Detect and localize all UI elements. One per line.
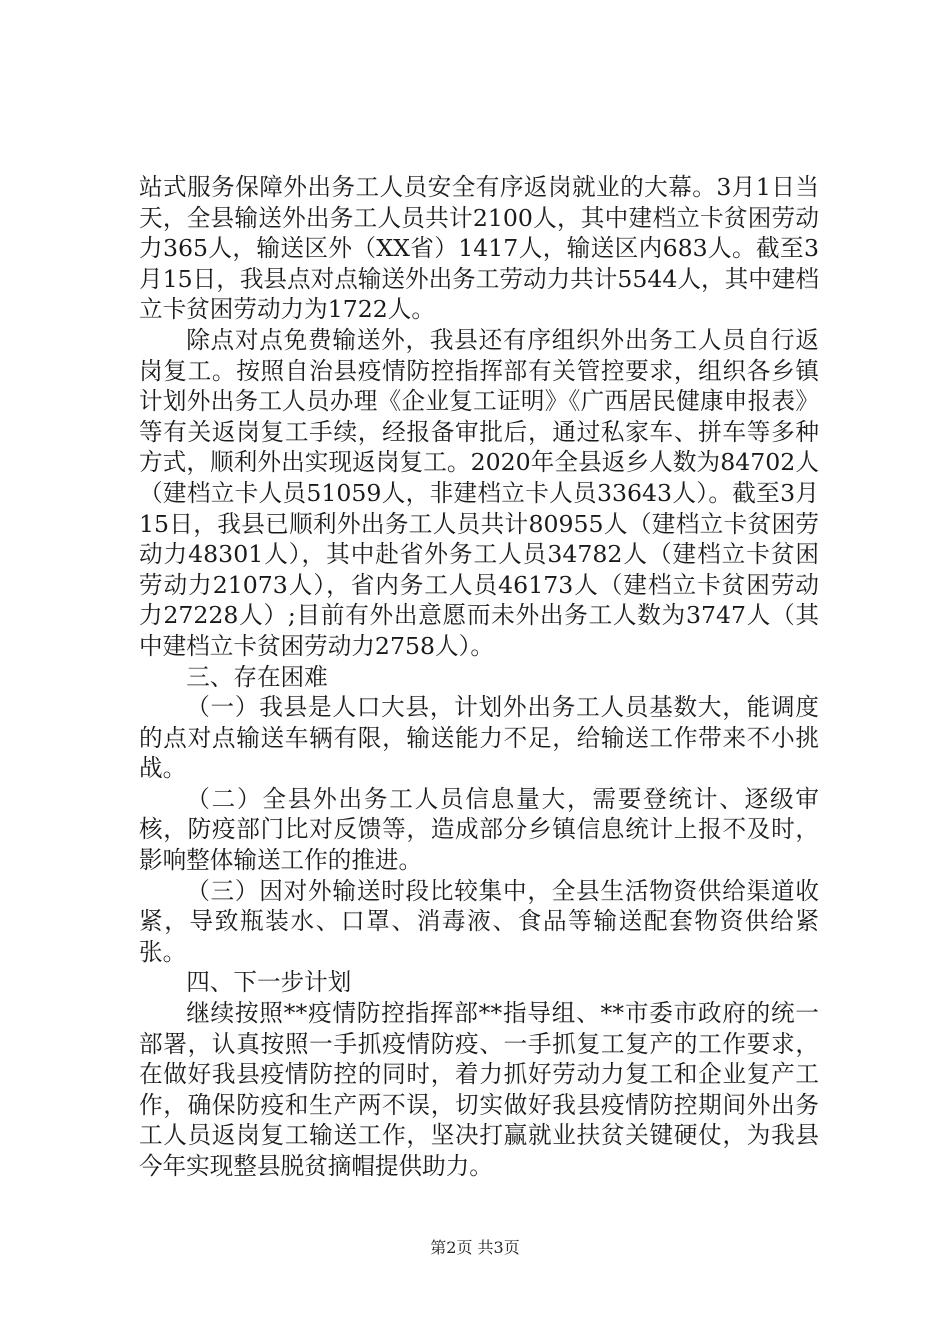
section-heading-difficulties: 三、存在困难 bbox=[186, 662, 328, 691]
document-body bbox=[139, 172, 819, 1182]
paragraph-self-return: 除点对点免费输送外，我县还有序组织外出务工人员自行返岗复工。按照自治县疫情防控指挥部有关管控要求，组织各乡镇计划外出务工人员办理《企业复工证明》《广西居民健康申报表》等有关返岗复工手续，经报备审批后，通过私家车、拼车等多种方式，顺利外出实现返岗复工。2020年全县返乡人数为84702人（建档立卡人员51059人，非建档立卡人员33643人）。截至3月15日，我县已顺利外出务工人员共计80955人（建档立卡贫困劳动力48301人），其中赴省外务工人员34782人（建档立卡贫困劳动力21073人），省内务工人员46173人（建档立卡贫困劳动力27228人）;目前有外出意愿而未外出务工人数为3747人（其中建档立卡贫困劳动力2758人）。 bbox=[139, 325, 819, 660]
difficulty-item-3: （三）因对外输送时段比较集中，全县生活物资供给渠道收紧，导致瓶装水、口罩、消毒液、食品等输送配套物资供给紧张。 bbox=[139, 876, 819, 966]
difficulty-item-1: （一）我县是人口大县，计划外出务工人员基数大，能调度的点对点输送车辆有限，输送能力不足，给输送工作带来不小挑战。 bbox=[139, 693, 819, 783]
page-footer bbox=[0, 1238, 950, 1258]
section-heading-next-steps: 四、下一步计划 bbox=[186, 968, 352, 997]
page-number: 第2页 共3页 bbox=[430, 1238, 520, 1257]
paragraph-next-steps: 继续按照**疫情防控指挥部**指导组、**市委市政府的统一部署，认真按照一手抓疫情防疫、一手抓复工复产的工作要求，在做好我县疫情防控的同时，着力抓好劳动力复工和企业复产工作，确保防疫和生产两不误，切实做好我县疫情防控期间外出务工人员返岗复工输送工作，坚决打赢就业扶贫关键硬仗，为我县今年实现整县脱贫摘帽提供助力。 bbox=[139, 999, 819, 1180]
paragraph-continuation: 站式服务保障外出务工人员安全有序返岗就业的大幕。3月1日当天，全县输送外出务工人员共计2100人，其中建档立卡贫困劳动力365人，输送区外（XX省）1417人，输送区内683人。截至3月15日，我县点对点输送外出务工劳动力共计5544人，其中建档立卡贫困劳动力为1722人。 bbox=[139, 173, 819, 324]
difficulty-item-2: （二）全县外出务工人员信息量大，需要登统计、逐级审核，防疫部门比对反馈等，造成部分乡镇信息统计上报不及时，影响整体输送工作的推进。 bbox=[139, 784, 819, 875]
